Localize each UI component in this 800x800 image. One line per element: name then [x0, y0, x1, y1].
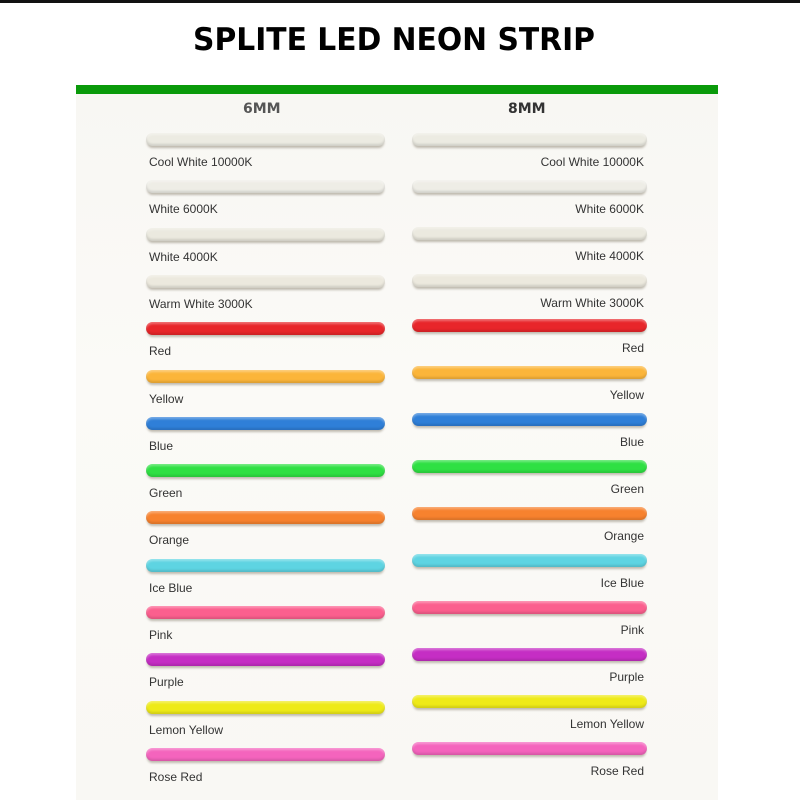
neon-strip-left-pink — [146, 606, 385, 619]
swatch-label-right-white-6000k: White 6000K — [575, 202, 644, 216]
swatch-label-left-yellow: Yellow — [149, 391, 184, 406]
top-border — [0, 0, 800, 3]
neon-strip-right-green — [412, 460, 647, 473]
neon-strip-right-lemon-yellow — [412, 695, 647, 708]
neon-strip-right-cool-white-10000k — [412, 133, 647, 146]
neon-strip-left-rose-red — [146, 748, 385, 761]
neon-strip-right-white-4000k — [412, 227, 647, 240]
column-header-8mm: 8MM — [508, 101, 546, 117]
neon-strip-left-blue — [146, 417, 385, 430]
swatch-label-left-cool-white-10000k: Cool White 10000K — [149, 155, 253, 169]
swatch-label-right-cool-white-10000k: Cool White 10000K — [540, 155, 644, 169]
neon-strip-right-blue — [412, 413, 647, 426]
neon-strip-left-warm-white-3000k — [146, 275, 385, 288]
neon-strip-right-purple — [412, 648, 647, 661]
swatch-label-right-warm-white-3000k: Warm White 3000K — [540, 296, 644, 310]
swatch-label-right-rose-red: Rose Red — [590, 764, 644, 778]
neon-strip-left-yellow — [146, 370, 385, 383]
neon-strip-right-orange — [412, 507, 647, 520]
swatch-label-right-blue: Blue — [619, 435, 644, 449]
swatch-label-right-green: Green — [610, 482, 644, 496]
swatch-label-right-red: Red — [621, 341, 644, 355]
swatch-label-left-warm-white-3000k: Warm White 3000K — [149, 296, 253, 311]
swatch-label-right-white-4000k: White 4000K — [575, 249, 644, 263]
neon-strip-left-red — [146, 322, 385, 335]
neon-strip-right-white-6000k — [412, 180, 647, 193]
neon-strip-right-warm-white-3000k — [412, 274, 647, 287]
swatch-label-left-green: Green — [149, 486, 183, 501]
swatch-label-left-blue: Blue — [149, 438, 174, 453]
swatch-label-left-white-4000k: White 4000K — [149, 249, 218, 264]
swatch-label-right-yellow: Yellow — [609, 388, 644, 402]
swatch-label-left-ice-blue: Ice Blue — [149, 580, 193, 595]
neon-strip-right-pink — [412, 601, 647, 614]
column-header-6mm: 6MM — [243, 101, 281, 117]
swatch-label-left-purple: Purple — [149, 675, 184, 690]
swatch-label-right-lemon-yellow: Lemon Yellow — [569, 717, 644, 731]
neon-strip-left-white-4000k — [146, 228, 385, 241]
neon-strip-left-lemon-yellow — [146, 701, 385, 714]
neon-strip-left-white-6000k — [146, 180, 385, 193]
swatch-label-right-purple: Purple — [609, 670, 644, 684]
swatch-label-left-pink: Pink — [149, 628, 173, 642]
page-title: SPLITE LED NEON STRIP — [193, 22, 595, 58]
neon-strip-left-orange — [146, 511, 385, 524]
swatch-label-left-red: Red — [149, 344, 172, 359]
swatch-label-right-pink: Pink — [620, 623, 644, 637]
neon-strip-left-purple — [146, 653, 385, 666]
green-divider — [76, 85, 718, 94]
neon-strip-right-rose-red — [412, 742, 647, 755]
swatch-label-right-ice-blue: Ice Blue — [600, 576, 644, 590]
neon-strip-left-green — [146, 464, 385, 477]
neon-strip-right-red — [412, 319, 647, 332]
swatch-label-left-white-6000k: White 6000K — [149, 202, 218, 217]
swatch-label-left-orange: Orange — [149, 533, 190, 548]
neon-strip-right-ice-blue — [412, 554, 647, 567]
neon-strip-left-ice-blue — [146, 559, 385, 572]
swatch-label-left-rose-red: Rose Red — [149, 769, 203, 784]
neon-strip-right-yellow — [412, 366, 647, 379]
swatch-label-right-orange: Orange — [603, 529, 644, 543]
swatch-label-left-lemon-yellow: Lemon Yellow — [149, 722, 224, 737]
neon-strip-left-cool-white-10000k — [146, 133, 385, 146]
